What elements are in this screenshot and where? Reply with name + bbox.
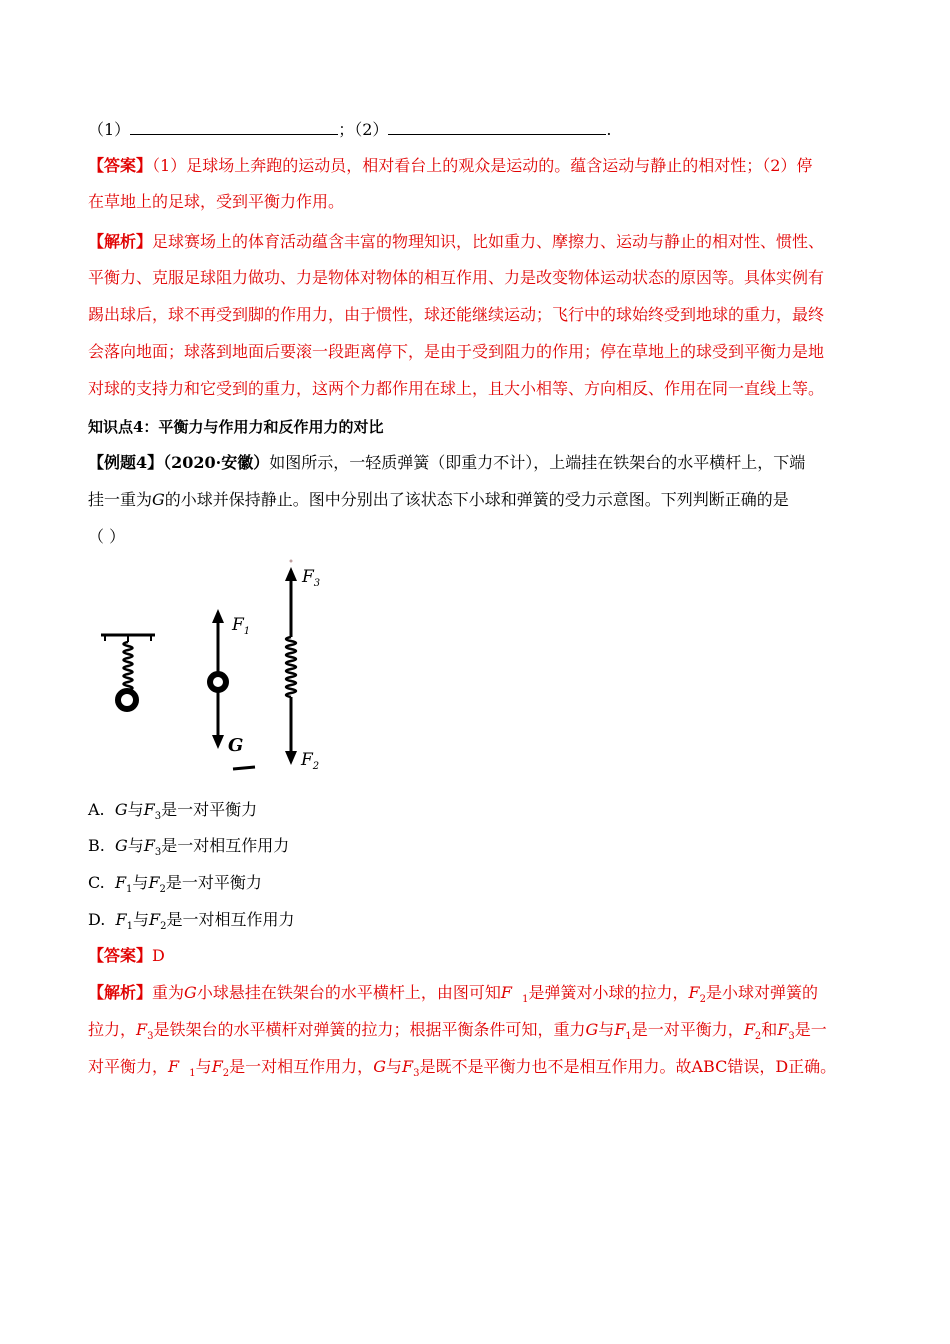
example-answer-bracket: （ ） [88,527,126,546]
example-tag: 【例题4】 [88,453,164,472]
subscript: 3 [154,847,162,859]
subscript: 2 [222,1068,230,1080]
option-text: 是一对相互作用力 [166,910,295,929]
symbol: F [168,1057,180,1076]
analysis-tag: 【解析】 [88,232,153,251]
label-f2: $F_2$ [301,750,320,772]
analysis-1-line-1 [88,231,868,253]
blank-end: . [606,120,612,139]
analysis-text: 足球赛场上的体育活动蕴含丰富的物理知识，比如重力、摩擦力、运动与静止的相对性、惯性、 [152,232,825,251]
ball-force-diagram [210,609,255,769]
symbol: F [143,800,155,819]
answer-1-line-2 [88,191,868,213]
analysis-text: 和 [761,1020,778,1039]
option-text: 是一对平衡力 [161,800,258,819]
option-letter: D. [88,910,106,929]
symbol: G [115,836,128,855]
analysis-1-line-2: 平衡力、克服足球阻力做功、力是物体对物体的相互作用、力是改变物体运动状态的原因等。具体实例有 [88,268,825,287]
analysis-1-line-3: 踢出球后，球不再受到脚的作用力，由于惯性，球还能继续运动；飞行中的球始终受到地球的重力，最终 [88,305,825,324]
subscript: 2 [159,884,166,896]
answer-2-line [88,945,868,967]
analysis-text: 对平衡力， [88,1057,169,1076]
analysis-1-line-4: 会落向地面；球落到地面后要滚一段距离停下，是由于受到阻力的作用；停在草地上的球受到平衡力是地 [88,342,825,361]
symbol: F [143,836,155,855]
blank-1[interactable] [130,118,338,135]
blank-2-label: ；（2） [338,120,389,139]
option-b[interactable] [88,835,868,864]
symbol: F [136,1020,148,1039]
symbol: G [585,1020,599,1039]
force-diagram-svg [95,555,355,775]
symbol: F [211,1057,223,1076]
analysis-text: 拉力， [88,1020,137,1039]
example-text: 的小球并保持静止。图中分别出了该状态下小球和弹簧的受力示意图。下列判断正确的是 [164,490,789,509]
option-text: 是一对平衡力 [165,873,262,892]
option-d[interactable] [88,909,868,938]
example-text: 挂一重为 [88,490,153,509]
symbol: F [115,910,127,929]
option-letter: C. [88,873,105,892]
analysis-2-line-3 [88,1056,868,1085]
option-text: 与 [127,800,144,819]
hanging-spring-diagram [101,635,155,709]
analysis-1-line-5: 对球的支持力和它受到的重力，这两个力都作用在球上，且大小相等、方向相反、作用在同一直线上等。 [88,379,825,398]
symbol: F [148,873,160,892]
subscript: 1 [189,1068,196,1080]
answer-tag: 【答案】 [88,946,153,965]
symbol: F [777,1020,789,1039]
option-letter: A. [88,800,105,819]
option-text: 与 [132,873,149,892]
analysis-text: 是小球对弹簧的 [705,983,818,1002]
fill-blank-line [88,118,868,141]
subscript: 3 [154,811,162,823]
analysis-2-line-1 [88,982,868,1011]
analysis-text: 是一对相互作用力， [229,1057,374,1076]
subscript: 1 [126,884,133,896]
answer-1-line-1 [88,155,868,177]
label-f1: $F_1$ [232,615,251,637]
option-text: 与 [133,910,150,929]
label-g: G [228,735,244,756]
analysis-text: 是既不是平衡力也不是相互作用力。故ABC错误，D正确。 [419,1057,837,1076]
symbol: F [688,983,700,1002]
spring-force-diagram [285,560,320,773]
label-f3: $F_3$ [302,567,321,589]
subscript: 1 [126,921,133,933]
symbol: G [114,800,128,819]
symbol: F [743,1020,755,1039]
analysis-text: 与 [598,1020,615,1039]
symbol: F [149,910,161,929]
analysis-2-line-2 [88,1019,868,1048]
subscript: 3 [413,1068,420,1080]
analysis-text: 是一 [794,1020,827,1039]
subscript: 1 [522,994,529,1006]
option-a[interactable] [88,799,868,828]
answer-text: D [152,946,165,965]
analysis-text: 与 [385,1057,402,1076]
blank-2[interactable] [388,118,606,135]
example-line-1 [88,452,868,474]
symbol: G [184,983,197,1002]
subscript: 3 [788,1031,795,1043]
analysis-text: 与 [195,1057,212,1076]
analysis-text: 重为 [152,983,185,1002]
option-text: 与 [127,836,144,855]
subscript: 2 [754,1031,762,1043]
symbol: G [373,1057,386,1076]
analysis-tag: 【解析】 [88,983,153,1002]
symbol: F [614,1020,626,1039]
symbol: F [401,1057,414,1076]
symbol-g: G [152,490,165,509]
subscript: 1 [625,1031,632,1043]
subscript: 3 [147,1031,154,1043]
option-c[interactable] [88,872,868,901]
option-letter: B. [88,836,105,855]
answer-text: 在草地上的足球，受到平衡力作用。 [88,192,345,211]
subscript: 2 [699,994,706,1006]
blank-1-label: （1） [88,120,131,139]
option-text: 是一对相互作用力 [161,836,290,855]
symbol: F [114,873,127,892]
example-source: （2020·安徽） [163,453,270,472]
force-diagram-figure [95,555,355,775]
subscript: 2 [160,921,167,933]
answer-text: （1）足球场上奔跑的运动员，相对看台上的观众是运动的。蕴含运动与静止的相对性；（2）停 [152,156,813,175]
symbol: F [500,983,512,1002]
example-line-2 [88,489,868,511]
analysis-text: 是弹簧对小球的拉力， [528,983,689,1002]
example-text: 如图所示，一轻质弹簧（即重力不计），上端挂在铁架台的水平横杆上，下端 [269,453,806,472]
analysis-text: 是一对平衡力， [631,1020,744,1039]
knowledge-point-heading: 知识点4：平衡力与作用力和反作用力的对比 [88,418,384,436]
answer-tag: 【答案】 [88,156,153,175]
analysis-text: 是铁架台的水平横杆对弹簧的拉力；根据平衡条件可知，重力 [153,1020,586,1039]
analysis-text: 小球悬挂在铁架台的水平横杆上，由图可知 [196,983,501,1002]
